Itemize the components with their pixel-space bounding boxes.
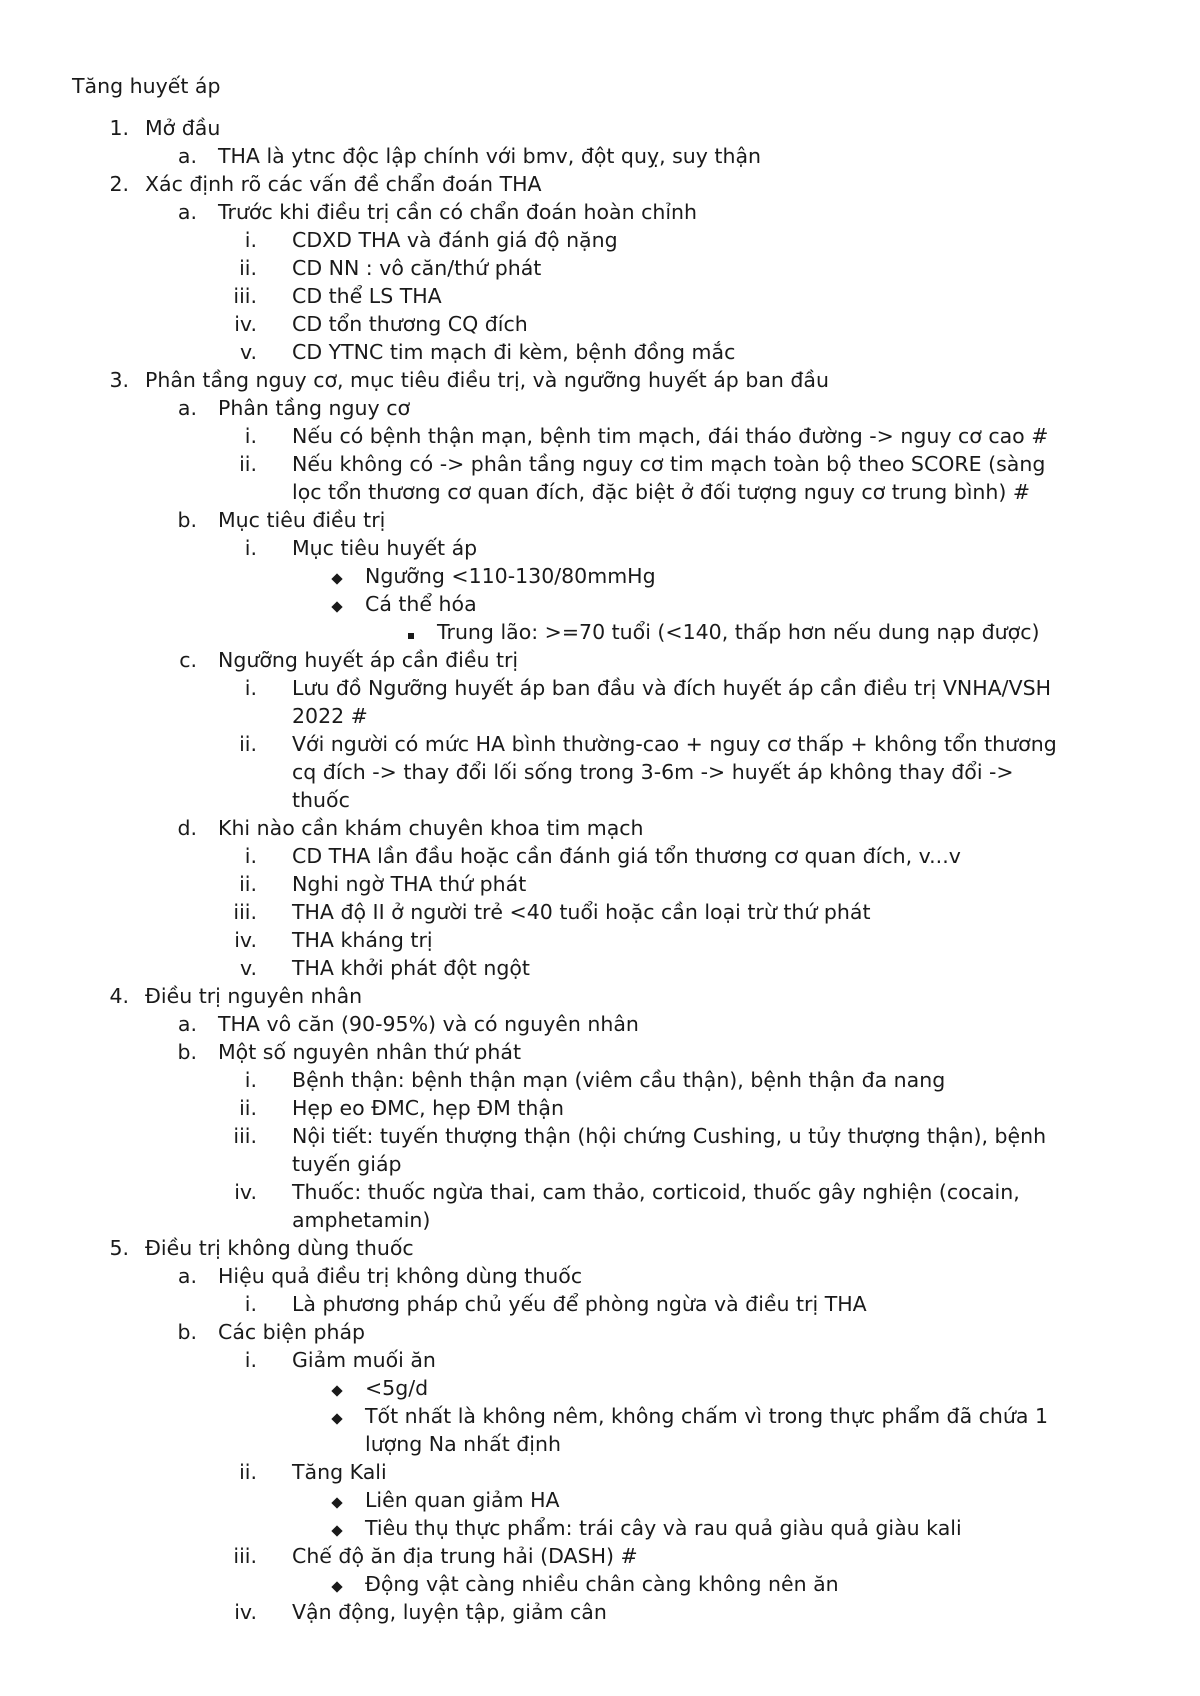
outline-line xyxy=(0,310,1200,338)
list-marker: iv. xyxy=(234,312,257,336)
list-item-text: Khi nào cần khám chuyên khoa tim mạch xyxy=(218,816,644,840)
outline-line xyxy=(0,450,1200,478)
outline-line xyxy=(0,814,1200,842)
list-item-text: Liên quan giảm HA xyxy=(365,1488,560,1512)
list-item-text: Nghi ngờ THA thứ phát xyxy=(292,872,527,896)
list-marker: iii. xyxy=(233,900,257,924)
list-item-text: Tiêu thụ thực phẩm: trái cây và rau quả giàu quả giàu kali xyxy=(365,1516,962,1540)
outline-line xyxy=(0,1234,1200,1262)
list-item-text: Các biện pháp xyxy=(218,1320,366,1344)
outline-line xyxy=(0,1318,1200,1346)
outline-line xyxy=(0,1206,1200,1234)
list-marker: v. xyxy=(239,956,257,980)
outline-line xyxy=(0,730,1200,758)
outline-line xyxy=(0,366,1200,394)
diamond-shape xyxy=(331,1525,342,1536)
diamond-shape xyxy=(331,1497,342,1508)
list-item-text: Là phương pháp chủ yếu để phòng ngừa và điều trị THA xyxy=(292,1292,867,1316)
outline-line xyxy=(0,1178,1200,1206)
list-item-text: THA độ II ở người trẻ <40 tuổi hoặc cần loại trừ thứ phát xyxy=(292,900,871,924)
diamond-bullet-icon xyxy=(330,1570,344,1598)
list-item-text: THA là ytnc độc lập chính với bmv, đột quỵ, suy thận xyxy=(218,144,762,168)
list-item-text: Mở đầu xyxy=(145,116,221,140)
outline-list xyxy=(0,114,1200,1626)
outline-line xyxy=(0,758,1200,786)
list-item-text: Phân tầng nguy cơ, mục tiêu điều trị, và ngưỡng huyết áp ban đầu xyxy=(145,368,829,392)
outline-line xyxy=(0,898,1200,926)
list-marker: iv. xyxy=(234,928,257,952)
list-item-text: Hiệu quả điều trị không dùng thuốc xyxy=(218,1264,583,1288)
diamond-bullet-icon xyxy=(330,1374,344,1402)
list-item-text: THA kháng trị xyxy=(292,928,433,952)
list-item-text: Với người có mức HA bình thường-cao + nguy cơ thấp + không tổn thương xyxy=(292,732,1057,756)
square-bullet-icon xyxy=(404,618,418,646)
outline-line xyxy=(0,1542,1200,1570)
list-item-text: THA khởi phát đột ngột xyxy=(292,956,530,980)
outline-line xyxy=(0,1458,1200,1486)
list-item-text: <5g/d xyxy=(365,1376,429,1400)
list-item-text: Điều trị nguyên nhân xyxy=(145,984,363,1008)
list-item-text: CD tổn thương CQ đích xyxy=(292,312,528,336)
list-marker: iv. xyxy=(234,1180,257,1204)
list-item-text: Thuốc: thuốc ngừa thai, cam thảo, corticoid, thuốc gây nghiện (cocain, xyxy=(292,1180,1020,1204)
list-item-text: Một số nguyên nhân thứ phát xyxy=(218,1040,521,1064)
list-marker: 4. xyxy=(109,984,129,1008)
outline-line xyxy=(0,142,1200,170)
list-marker: i. xyxy=(244,844,257,868)
list-marker: i. xyxy=(244,676,257,700)
outline-line xyxy=(0,870,1200,898)
list-item-text: Lưu đồ Ngưỡng huyết áp ban đầu và đích huyết áp cần điều trị VNHA/VSH xyxy=(292,676,1052,700)
square-shape xyxy=(408,633,414,639)
list-item-text: CDXD THA và đánh giá độ nặng xyxy=(292,228,618,252)
outline-line xyxy=(0,1038,1200,1066)
list-item-text: Phân tầng nguy cơ xyxy=(218,396,411,420)
outline-line xyxy=(0,478,1200,506)
outline-line xyxy=(0,1374,1200,1402)
list-item-text: Tốt nhất là không nêm, không chấm vì trong thực phẩm đã chứa 1 xyxy=(365,1404,1049,1428)
list-marker: a. xyxy=(177,200,197,224)
diamond-bullet-icon xyxy=(330,1486,344,1514)
outline-line xyxy=(0,674,1200,702)
outline-line xyxy=(0,1094,1200,1122)
list-marker: a. xyxy=(177,396,197,420)
list-item-text: Trước khi điều trị cần có chẩn đoán hoàn chỉnh xyxy=(218,200,698,224)
outline-line xyxy=(0,1514,1200,1542)
list-marker: a. xyxy=(177,1012,197,1036)
list-marker: i. xyxy=(244,1068,257,1092)
list-marker: ii. xyxy=(239,732,257,756)
list-item-text: Nội tiết: tuyến thượng thận (hội chứng Cushing, u tủy thượng thận), bệnh xyxy=(292,1124,1047,1148)
document-title: Tăng huyết áp xyxy=(72,74,221,98)
outline-line xyxy=(0,702,1200,730)
outline-line xyxy=(0,1150,1200,1178)
list-item-text: Ngưỡng <110-130/80mmHg xyxy=(365,564,656,588)
list-item-text: CD NN : vô căn/thứ phát xyxy=(292,256,542,280)
list-item-text: lượng Na nhất định xyxy=(365,1432,561,1456)
list-item-text: lọc tổn thương cơ quan đích, đặc biệt ở đối tượng nguy cơ trung bình) # xyxy=(292,480,1031,504)
list-item-text: Hẹp eo ĐMC, hẹp ĐM thận xyxy=(292,1096,564,1120)
outline-line xyxy=(0,534,1200,562)
list-marker: d. xyxy=(177,816,197,840)
list-item-text: CD THA lần đầu hoặc cần đánh giá tổn thương cơ quan đích, v...v xyxy=(292,844,961,868)
diamond-shape xyxy=(331,1385,342,1396)
list-marker: iii. xyxy=(233,284,257,308)
list-item-text: Cá thể hóa xyxy=(365,592,477,616)
list-marker: ii. xyxy=(239,1460,257,1484)
diamond-bullet-icon xyxy=(330,1402,344,1430)
list-marker: v. xyxy=(239,340,257,364)
list-item-text: Bệnh thận: bệnh thận mạn (viêm cầu thận), bệnh thận đa nang xyxy=(292,1068,946,1092)
outline-line xyxy=(0,254,1200,282)
list-item-text: Chế độ ăn địa trung hải (DASH) # xyxy=(292,1544,638,1568)
list-marker: ii. xyxy=(239,872,257,896)
diamond-shape xyxy=(331,1581,342,1592)
outline-line xyxy=(0,590,1200,618)
list-item-text: Mục tiêu huyết áp xyxy=(292,536,478,560)
list-marker: 5. xyxy=(109,1236,129,1260)
diamond-bullet-icon xyxy=(330,1514,344,1542)
list-marker: b. xyxy=(177,1040,197,1064)
list-marker: b. xyxy=(177,1320,197,1344)
list-item-text: Mục tiêu điều trị xyxy=(218,508,386,532)
outline-line xyxy=(0,1010,1200,1038)
list-item-text: Giảm muối ăn xyxy=(292,1348,436,1372)
list-item-text: Điều trị không dùng thuốc xyxy=(145,1236,414,1260)
list-marker: i. xyxy=(244,1292,257,1316)
outline-line xyxy=(0,842,1200,870)
outline-line xyxy=(0,1486,1200,1514)
outline-line xyxy=(0,1430,1200,1458)
diamond-shape xyxy=(331,601,342,612)
diamond-bullet-icon xyxy=(330,562,344,590)
outline-line xyxy=(0,1570,1200,1598)
outline-line xyxy=(0,394,1200,422)
list-marker: 1. xyxy=(109,116,129,140)
outline-line xyxy=(0,1290,1200,1318)
list-marker: i. xyxy=(244,228,257,252)
list-item-text: CD thể LS THA xyxy=(292,284,442,308)
list-marker: iii. xyxy=(233,1544,257,1568)
list-item-text: THA vô căn (90-95%) và có nguyên nhân xyxy=(218,1012,639,1036)
outline-line xyxy=(0,1346,1200,1374)
diamond-shape xyxy=(331,573,342,584)
list-marker: a. xyxy=(177,144,197,168)
list-marker: iv. xyxy=(234,1600,257,1624)
list-item-text: tuyến giáp xyxy=(292,1152,402,1176)
outline-line xyxy=(0,338,1200,366)
outline-line xyxy=(0,506,1200,534)
list-item-text: Xác định rõ các vấn đề chẩn đoán THA xyxy=(145,172,542,196)
outline-line xyxy=(0,226,1200,254)
diamond-shape xyxy=(331,1413,342,1424)
outline-line xyxy=(0,422,1200,450)
outline-line xyxy=(0,646,1200,674)
list-item-text: 2022 # xyxy=(292,704,368,728)
outline-line xyxy=(0,618,1200,646)
list-marker: ii. xyxy=(239,1096,257,1120)
outline-line xyxy=(0,1402,1200,1430)
outline-line xyxy=(0,926,1200,954)
list-marker: ii. xyxy=(239,256,257,280)
list-marker: c. xyxy=(179,648,197,672)
outline-line xyxy=(0,562,1200,590)
list-marker: ii. xyxy=(239,452,257,476)
outline-line xyxy=(0,1066,1200,1094)
diamond-bullet-icon xyxy=(330,590,344,618)
list-marker: 3. xyxy=(109,368,129,392)
list-marker: iii. xyxy=(233,1124,257,1148)
list-marker: a. xyxy=(177,1264,197,1288)
outline-line xyxy=(0,1262,1200,1290)
outline-line xyxy=(0,786,1200,814)
list-item-text: Vận động, luyện tập, giảm cân xyxy=(292,1600,607,1624)
outline-line xyxy=(0,1122,1200,1150)
list-item-text: Tăng Kali xyxy=(292,1460,387,1484)
outline-line xyxy=(0,282,1200,310)
outline-line xyxy=(0,198,1200,226)
list-item-text: amphetamin) xyxy=(292,1208,431,1232)
list-item-text: cq đích -> thay đổi lối sống trong 3-6m -> huyết áp không thay đổi -> xyxy=(292,760,1014,784)
list-item-text: Nếu không có -> phân tầng nguy cơ tim mạch toàn bộ theo SCORE (sàng xyxy=(292,452,1046,476)
list-item-text: Trung lão: >=70 tuổi (<140, thấp hơn nếu dung nạp được) xyxy=(437,620,1040,644)
outline-line xyxy=(0,982,1200,1010)
outline-line xyxy=(0,170,1200,198)
list-marker: b. xyxy=(177,508,197,532)
outline-line xyxy=(0,114,1200,142)
list-item-text: CD YTNC tim mạch đi kèm, bệnh đồng mắc xyxy=(292,340,736,364)
list-item-text: Nếu có bệnh thận mạn, bệnh tim mạch, đái tháo đường -> nguy cơ cao # xyxy=(292,424,1049,448)
list-item-text: Ngưỡng huyết áp cần điều trị xyxy=(218,648,519,672)
list-marker: 2. xyxy=(109,172,129,196)
outline-line xyxy=(0,1598,1200,1626)
list-item-text: thuốc xyxy=(292,788,350,812)
list-marker: i. xyxy=(244,424,257,448)
outline-line xyxy=(0,954,1200,982)
list-item-text: Động vật càng nhiều chân càng không nên ăn xyxy=(365,1572,839,1596)
list-marker: i. xyxy=(244,1348,257,1372)
list-marker: i. xyxy=(244,536,257,560)
